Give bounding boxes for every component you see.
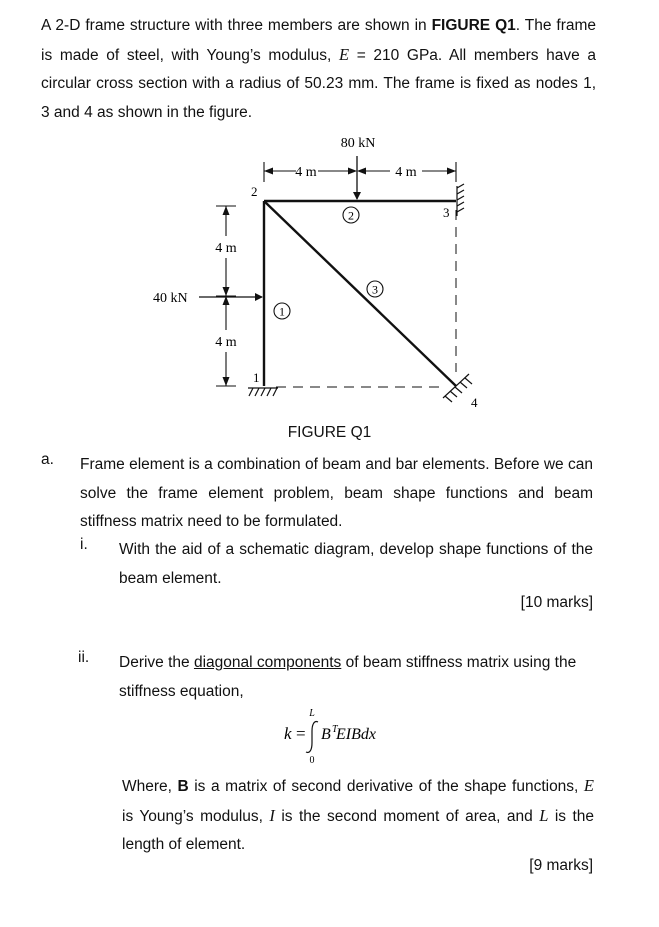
- question-ii-pre: Derive the: [119, 654, 194, 671]
- element-label-3: 3: [372, 282, 378, 297]
- frame-members: [264, 201, 456, 386]
- intro-text-2: . The frame is made of steel, with Young’s modulus,: [41, 17, 597, 64]
- symbol-L: L: [539, 805, 549, 825]
- eq-equals: =: [296, 724, 306, 743]
- question-ii-marker: ii.: [78, 649, 90, 666]
- node-label-4: 4: [471, 395, 478, 410]
- figure-caption: FIGURE Q1: [287, 424, 372, 441]
- node-label-2: 2: [251, 184, 258, 199]
- question-a-marker: a.: [41, 451, 54, 468]
- question-ii-text: [119, 649, 593, 706]
- eq-lower-limit: 0: [309, 755, 315, 765]
- question-i-text: With the aid of a schematic diagram, develop shape functions of the beam element.: [119, 541, 593, 587]
- element-label-2: 2: [348, 208, 354, 223]
- marks-question-ii: [9 marks]: [529, 857, 593, 874]
- question-i-marker: i.: [80, 536, 88, 553]
- question-ii-underlined: diagonal components: [193, 654, 342, 671]
- eq-lhs: k: [284, 724, 292, 743]
- symbol-E: E: [338, 44, 350, 64]
- intro-text-1: A 2-D frame structure with three members are shown in: [41, 17, 432, 34]
- symbol-B: B: [177, 778, 189, 795]
- intro-paragraph: [41, 12, 596, 127]
- eq-upper-limit: L: [309, 708, 315, 719]
- where-text-1: Where,: [122, 778, 178, 795]
- load-40kn-label: 40 kN: [153, 291, 188, 306]
- integral-sign: [306, 722, 318, 753]
- where-paragraph: [122, 772, 594, 860]
- where-text-2: is a matrix of second derivative of the shape functions,: [188, 778, 584, 795]
- support-node-1: [248, 388, 278, 396]
- question-ii-post: of beam stiffness matrix using the stiffness equation,: [119, 654, 577, 700]
- left-dimension: [216, 206, 236, 386]
- figure-reference: FIGURE Q1: [431, 17, 516, 34]
- symbol-E-where: E: [583, 776, 594, 795]
- where-text-3: is Young’s modulus,: [122, 807, 270, 825]
- intro-text-3: = 210 GPa. All members have a circular cross section with a radius of 50.23 mm. The frame is fixed as nodes 1, 3 and 4 as shown in the figure.: [41, 46, 596, 121]
- eq-rest: EIBdx: [336, 726, 376, 743]
- top-dimension: [264, 162, 456, 182]
- where-text-4: is the second moment of area, and: [274, 807, 540, 825]
- element-label-1: 1: [279, 304, 285, 319]
- stiffness-equation: [270, 705, 410, 765]
- dim-top-right: 4 m: [395, 165, 417, 180]
- eq-transpose: T: [332, 724, 338, 735]
- support-node-3: [457, 184, 464, 216]
- dim-lower: 4 m: [215, 335, 237, 350]
- dim-upper: 4 m: [215, 241, 237, 256]
- dim-top-left: 4 m: [295, 165, 317, 180]
- symbol-I: I: [269, 805, 275, 825]
- marks-question-i: [10 marks]: [520, 594, 593, 611]
- node-label-3: 3: [443, 205, 450, 220]
- eq-B: B: [321, 726, 331, 743]
- question-a-text: Frame element is a combination of beam and bar elements. Before we can solve the frame element problem, beam shape functions and beam stiffness matrix need to be formulated.: [80, 456, 593, 530]
- frame-figure: [0, 128, 659, 418]
- where-text-5: is the length of element.: [122, 807, 594, 853]
- load-80kn-label: 80 kN: [340, 136, 376, 151]
- node-label-1: 1: [253, 370, 260, 385]
